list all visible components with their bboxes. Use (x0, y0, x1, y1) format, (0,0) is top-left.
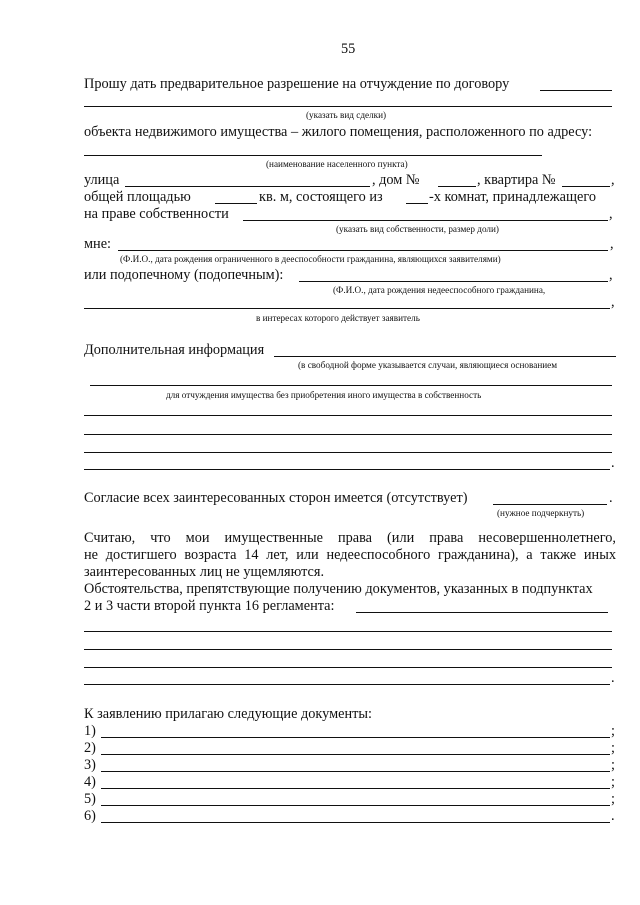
rights-line-1 (84, 530, 616, 546)
rights-word: а (526, 547, 533, 563)
house-label: , дом № (372, 172, 420, 188)
rights-word: Считаю, (84, 530, 136, 546)
rights-word: гражданина), (438, 547, 519, 563)
area-label: общей площадью (84, 189, 191, 205)
request-line-1: Прошу дать предварительное разрешение на отчуждение по договору (84, 76, 510, 92)
attachment-blank[interactable] (101, 771, 610, 772)
flat-label: , квартира № (477, 172, 556, 188)
ownership-comma: , (609, 206, 613, 222)
additional-info-line-4[interactable] (84, 434, 612, 435)
ownership-hint: (указать вид собственности, размер доли) (336, 224, 499, 234)
rights-word: недееспособного (326, 547, 431, 563)
interest-hint: в интересах которого действует заявитель (256, 313, 420, 323)
deal-type-blank-2[interactable] (84, 106, 612, 107)
rights-word: достигшего (105, 547, 177, 563)
attachment-end: ; (611, 723, 615, 739)
attachment-blank[interactable] (101, 805, 610, 806)
rights-word: не (84, 547, 98, 563)
settlement-hint: (наименование населенного пункта) (266, 159, 408, 169)
house-blank[interactable] (438, 186, 476, 187)
obstacles-line-3[interactable] (84, 631, 612, 632)
rooms-label: -х комнат, принадлежащего (429, 189, 597, 205)
rights-word: также (540, 547, 577, 563)
street-line-comma: , (611, 172, 615, 188)
additional-info-label: Дополнительная информация (84, 342, 265, 358)
attachment-number: 5) (84, 791, 96, 807)
consent-blank[interactable] (493, 504, 607, 505)
rights-word: несовершеннолетнего, (478, 530, 616, 546)
ward-comma: , (609, 267, 613, 283)
ownership-blank[interactable] (243, 220, 608, 221)
rights-word: лет, (266, 547, 289, 563)
attachment-blank[interactable] (101, 822, 610, 823)
area-blank[interactable] (215, 203, 257, 204)
consent-period: . (609, 490, 613, 506)
ward-hint: (Ф.И.О., дата рождения недееспособного гражданина, (333, 285, 546, 295)
street-label: улица (84, 172, 120, 188)
attachment-number: 6) (84, 808, 96, 824)
additional-info-blank[interactable] (274, 356, 616, 357)
obstacles-line-2: 2 и 3 части второй пункта 16 регламента: (84, 598, 335, 614)
me-label: мне: (84, 236, 112, 252)
request-line-2: объекта недвижимого имущества – жилого помещения, расположенного по адресу: (84, 124, 593, 140)
ward-line-2-comma: , (611, 294, 615, 310)
attachment-number: 3) (84, 757, 96, 773)
attachment-number: 4) (84, 774, 96, 790)
me-blank[interactable] (118, 250, 608, 251)
rights-word: права (429, 530, 464, 546)
rights-word: права (337, 530, 373, 546)
additional-info-hint-2: для отчуждения имущества без приобретения иного имущества в собственность (166, 390, 482, 400)
me-hint: (Ф.И.О., дата рождения ограниченного в дееспособности гражданина, являющихся заявителями) (120, 254, 501, 264)
flat-blank[interactable] (562, 186, 610, 187)
ward-blank[interactable] (299, 281, 608, 282)
obstacles-line-6[interactable] (84, 684, 610, 685)
obstacles-period: . (611, 670, 615, 686)
attachment-blank[interactable] (101, 754, 610, 755)
attachment-end: ; (611, 740, 615, 756)
rights-word: (или (387, 530, 415, 546)
me-comma: , (610, 236, 614, 252)
rights-word: или (296, 547, 319, 563)
ward-blank-2[interactable] (84, 308, 610, 309)
attachment-number: 2) (84, 740, 96, 756)
additional-info-hint-1: (в свободной форме указывается случаи, являющиеся основанием (298, 360, 558, 370)
rights-word: 14 (244, 547, 259, 563)
additional-info-period: . (611, 455, 615, 471)
attachment-blank[interactable] (101, 737, 610, 738)
attachments-title: К заявлению прилагаю следующие документы: (84, 706, 372, 722)
additional-info-line-6[interactable] (84, 469, 610, 470)
obstacles-line-4[interactable] (84, 649, 612, 650)
rights-word: мои (185, 530, 210, 546)
deal-type-blank[interactable] (540, 90, 612, 91)
attachment-end: ; (611, 757, 615, 773)
rooms-blank[interactable] (406, 203, 428, 204)
area-unit-label: кв. м, состоящего из (259, 189, 383, 205)
additional-info-blank-2[interactable] (90, 385, 612, 386)
obstacles-line-5[interactable] (84, 667, 612, 668)
obstacles-line-1: Обстоятельства, препятствующие получению документов, указанных в подпунктах (84, 581, 593, 597)
additional-info-line-5[interactable] (84, 452, 612, 453)
street-blank[interactable] (125, 186, 370, 187)
attachment-end: ; (611, 791, 615, 807)
consent-text: Согласие всех заинтересованных сторон имеется (отсутствует) (84, 490, 468, 506)
rights-word: возраста (184, 547, 237, 563)
rights-word: имущественные (224, 530, 323, 546)
attachment-blank[interactable] (101, 788, 610, 789)
attachment-end: . (611, 808, 615, 824)
consent-hint: (нужное подчеркнуть) (497, 508, 585, 518)
deal-type-hint: (указать вид сделки) (306, 110, 387, 120)
attachment-end: ; (611, 774, 615, 790)
page-number: 55 (341, 41, 356, 57)
obstacles-blank[interactable] (356, 612, 608, 613)
settlement-blank[interactable] (84, 155, 542, 156)
additional-info-line-3[interactable] (84, 415, 612, 416)
rights-line-2 (84, 547, 616, 563)
ward-label: или подопечному (подопечным): (84, 267, 284, 283)
attachment-number: 1) (84, 723, 96, 739)
rights-line-3: заинтересованных лиц не ущемляются. (84, 564, 325, 580)
ownership-label: на праве собственности (84, 206, 229, 222)
rights-word: что (150, 530, 171, 546)
rights-word: иных (583, 547, 616, 563)
